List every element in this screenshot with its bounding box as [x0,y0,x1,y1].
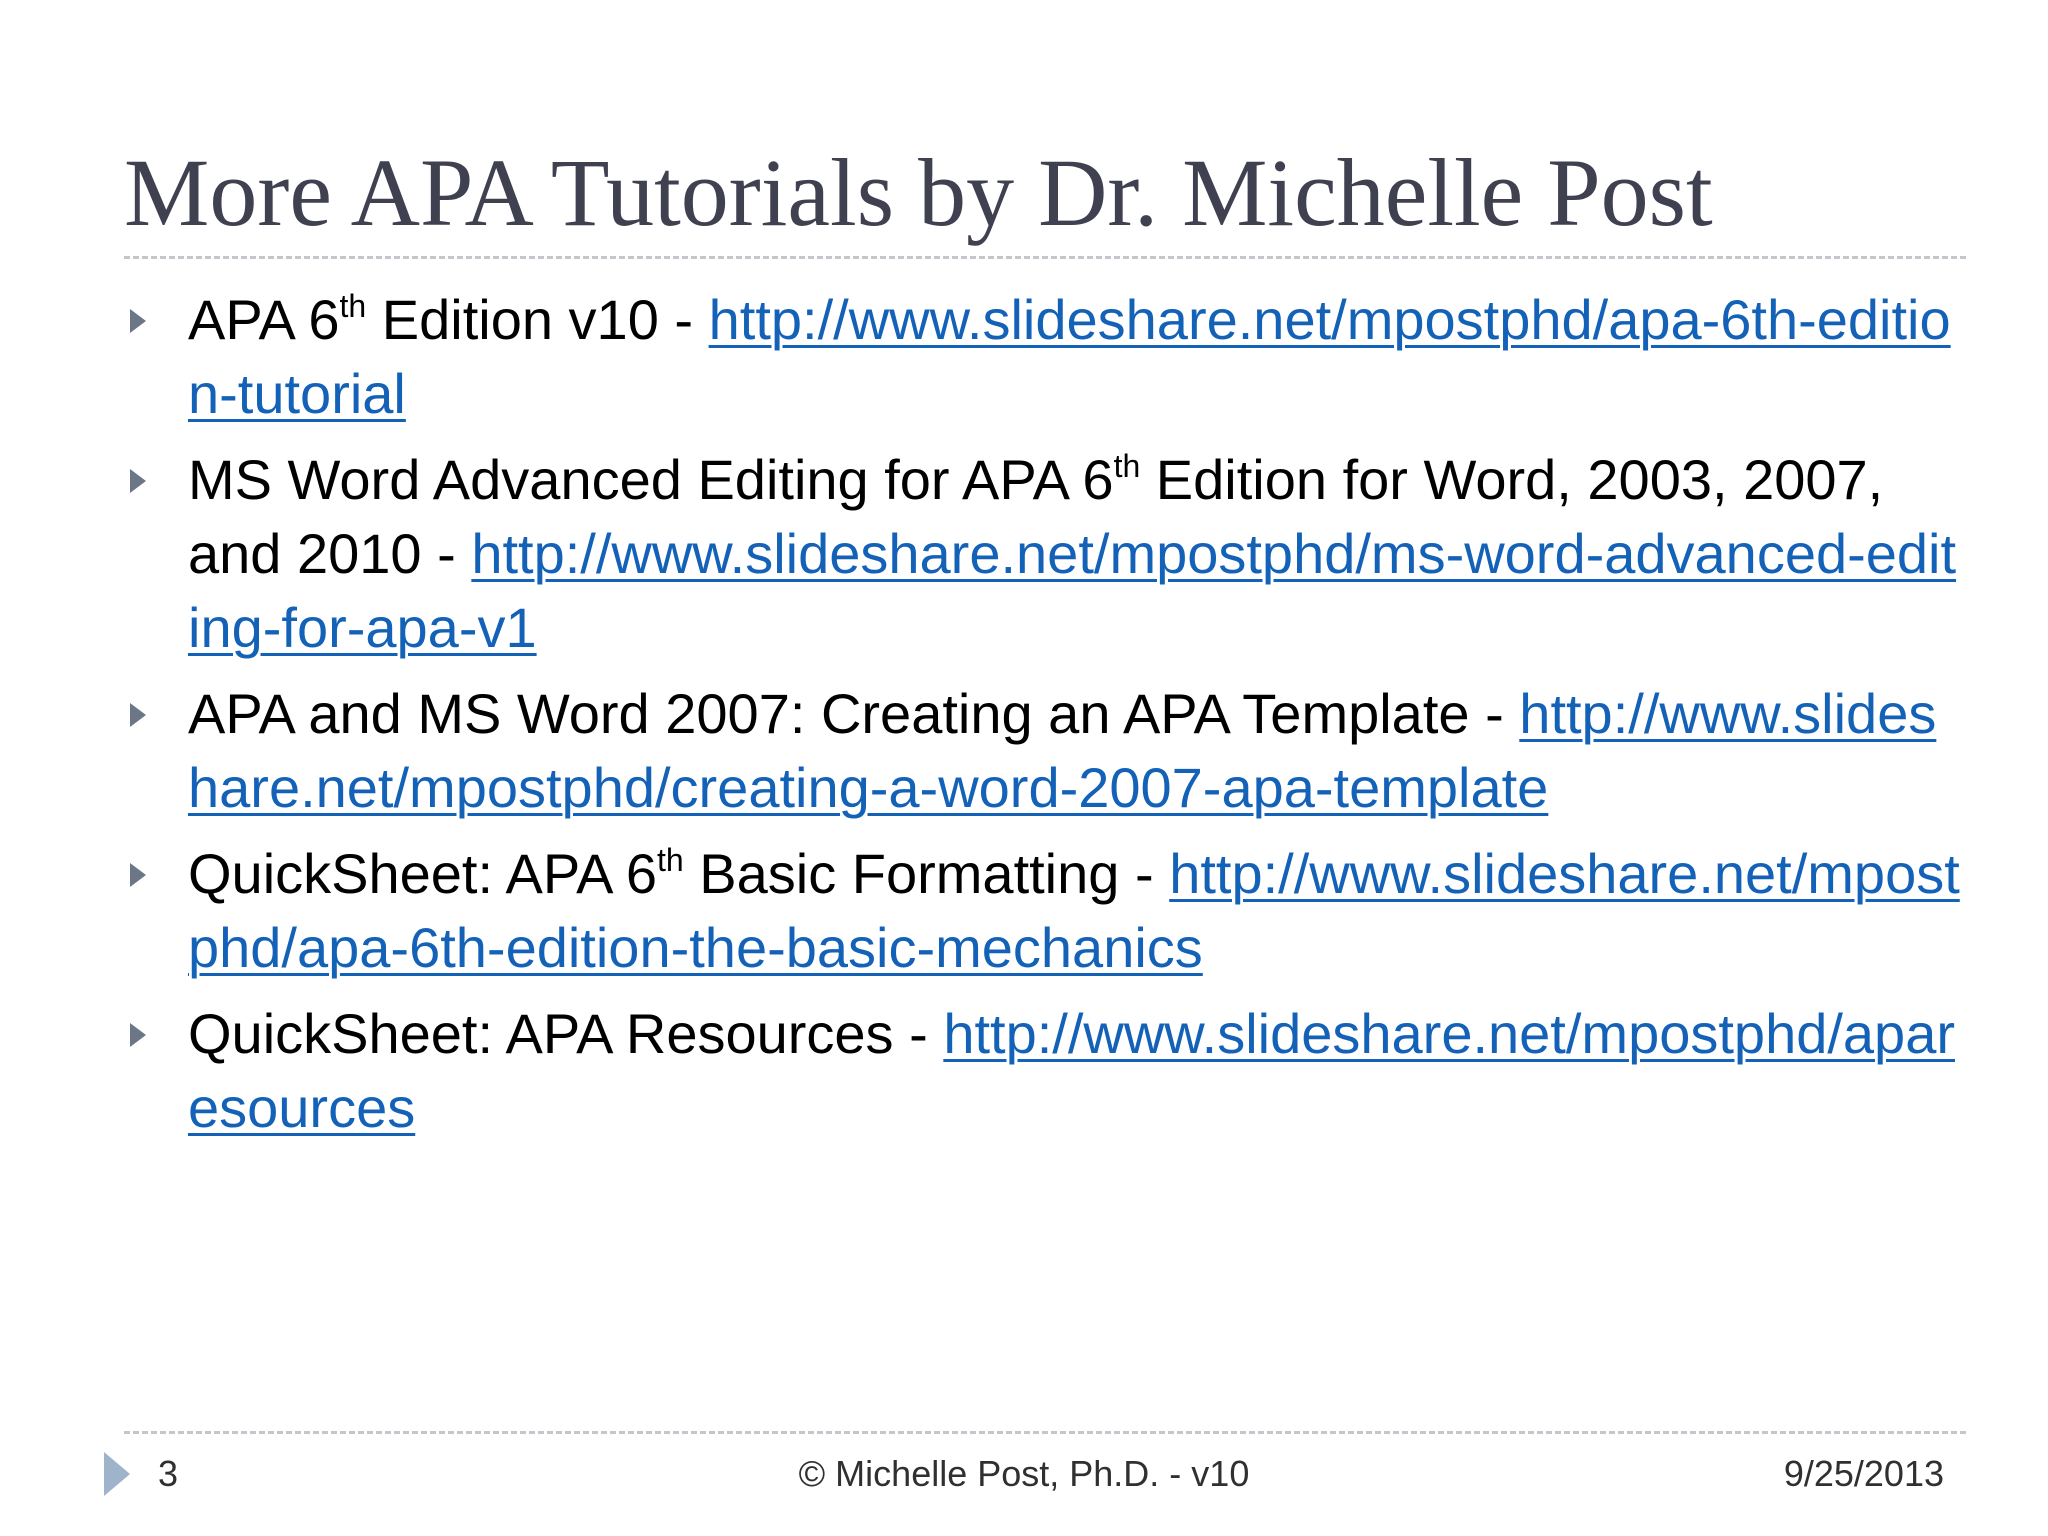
bullet-link[interactable]: http://www.slideshare.net/mpostphd/apa-6th-edition-tutorial [188,288,1951,425]
bullet-text-start: APA and MS Word 2007: Creating an APA Template - [188,682,1520,745]
bullet-text [188,682,1936,819]
bullet-triangle-icon [130,309,146,333]
bullet-text-end: Basic Formatting - [683,842,1170,905]
bullet-link[interactable]: http://www.slideshare.net/mpostphd/creating-a-word-2007-apa-template [188,682,1937,819]
bullet-link[interactable]: http://www.slideshare.net/mpostphd/apa-6th-edition-the-basic-mechanics [188,842,1960,979]
slide-footer [0,1444,2048,1504]
bullet-list [124,283,1966,1157]
bullet-superscript: th [1113,448,1141,484]
footer-triangle-icon [104,1452,130,1496]
footer-divider [124,1431,1966,1434]
bullet-item-apa-tutorial [124,283,1966,431]
bullet-text-start: QuickSheet: APA 6 [188,842,658,905]
bullet-text [188,288,1951,425]
slide-title: More APA Tutorials by Dr. Michelle Post [124,139,1713,246]
title-divider [124,256,1966,259]
page-number: 3 [158,1453,179,1494]
bullet-text [188,448,1956,659]
bullet-text-end: Edition for Word, 2003, 2007, and 2010 - [188,448,1884,585]
bullet-text [188,842,1960,979]
bullet-item-basic-formatting [124,837,1966,985]
bullet-text [188,1002,1955,1139]
footer-copyright: © Michelle Post, Ph.D. - v10 [798,1453,1250,1494]
bullet-triangle-icon [130,703,146,727]
bullet-link[interactable]: http://www.slideshare.net/mpostphd/ms-word-advanced-editing-for-apa-v1 [188,522,1957,659]
footer-date: 9/25/2013 [1783,1453,1944,1494]
bullet-text-start: QuickSheet: APA Resources - [188,1002,944,1065]
bullet-text-start: MS Word Advanced Editing for APA 6 [188,448,1114,511]
bullet-triangle-icon [130,863,146,887]
bullet-item-ms-word-editing [124,443,1966,665]
bullet-item-apa-resources [124,997,1966,1145]
bullet-triangle-icon [130,1023,146,1047]
bullet-superscript: th [657,842,684,878]
bullet-text-end: Edition v10 - [366,288,709,351]
bullet-triangle-icon [130,469,146,493]
bullet-superscript: th [339,288,367,324]
bullet-link[interactable]: http://www.slideshare.net/mpostphd/aparesources [188,1002,1955,1139]
bullet-item-apa-template [124,677,1966,825]
bullet-text-start: APA 6 [188,288,340,351]
